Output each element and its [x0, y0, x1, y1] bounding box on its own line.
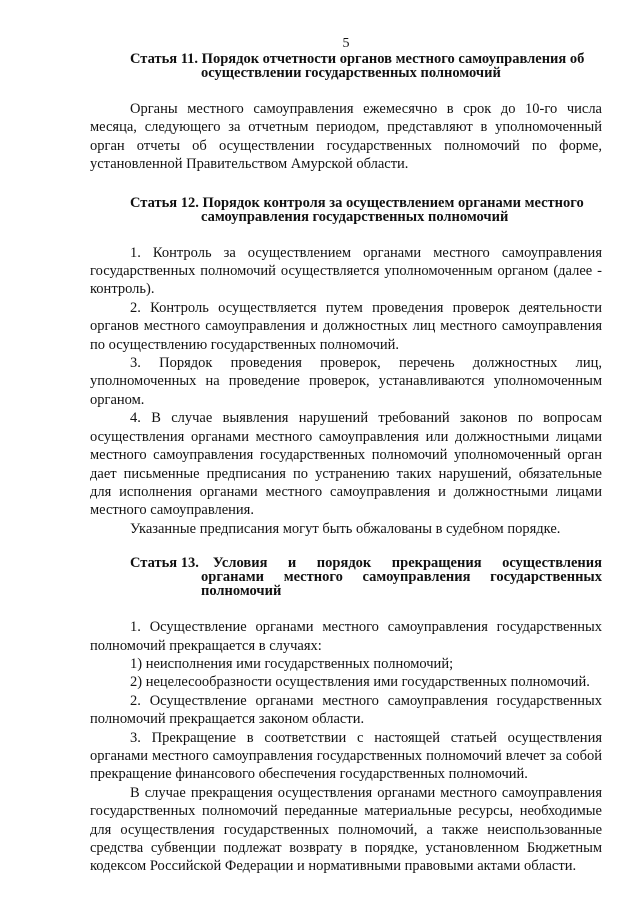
article-13-paragraph-5: 3. Прекращение в соответствии с настоящей статьей осуществления органами местного самоуправления государственных полномочий влечет за собой прекращение финансового обеспечения государственных полномочий. [90, 729, 602, 783]
document-page [90, 36, 602, 876]
article-11-paragraph-1: Органы местного самоуправления ежемесячно в срок до 10-го числа месяца, следующего за отчетным периодом, представляют в уполномоченный орган отчеты об осуществлении государственных полномочий по форме, установленной Правительством Амурской области. [90, 101, 602, 173]
article-13-head: Статья 13. [130, 555, 199, 572]
article-12-paragraph-3: 3. Порядок проведения проверок, перечень должностных лиц, уполномоченных на проведение проверок, устанавливаются уполномоченным органом. [90, 355, 602, 408]
article-13-title-line2: органами местного самоуправления государственных [201, 569, 602, 586]
article-12-title-line2: самоуправления государственных полномочий [201, 208, 509, 225]
article-12-paragraph-4: 4. В случае выявления нарушений требований законов по вопросам осуществления органами местного самоуправления или должностными лицами местного самоуправления государственных полномочий уполномоченный орган дает письменные предписания по устранению таких нарушений, обязательные для исполнения органами местного самоуправления и должностными лицами местного самоуправления. [90, 410, 602, 519]
article-13-paragraph-4: 2. Осуществление органами местного самоуправления государственных полномочий прекращается законом области. [90, 692, 602, 728]
article-11-head: Статья 11. [130, 51, 199, 67]
article-12-head: Статья 12. [130, 194, 199, 211]
article-13-title-line1: Условия и порядок прекращения осуществления [212, 555, 602, 572]
article-13-paragraph-2: 1) неисполнения ими государственных полномочий; [130, 655, 454, 672]
article-12-paragraph-5: Указанные предписания могут быть обжалованы в судебном порядке. [130, 520, 561, 537]
article-11-title-line2: осуществлении государственных полномочий [201, 65, 501, 81]
article-13-title-line3: полномочий [201, 583, 282, 600]
article-13-paragraph-6: В случае прекращения осуществления органами местного самоуправления государственных полномочий переданные материальные ресурсы, необходимые для осуществления государственных полномочий, а также неиспользованные средства субвенции подлежат возврату в порядке, установленном Бюджетным кодексом Российской Федерации и нормативными правовыми актами области. [90, 784, 602, 875]
page-number: 5 [342, 36, 350, 51]
article-11-title-line1: Порядок отчетности органов местного самоуправления об [201, 51, 585, 67]
article-13-paragraph-1: 1. Осуществление органами местного самоуправления государственных полномочий прекращается в случаях: [90, 619, 602, 654]
article-13-title [90, 556, 602, 598]
article-12-title [90, 196, 602, 224]
article-12-paragraph-2: 2. Контроль осуществляется путем проведения проверок деятельности органов местного самоуправления и должностных лиц местного самоуправления по осуществлению государственных полномочий. [90, 299, 602, 353]
article-13-paragraph-3: 2) нецелесообразности осуществления ими государственных полномочий. [130, 674, 590, 691]
article-12-title-line1: Порядок контроля за осуществлением органами местного [202, 194, 584, 211]
article-12-paragraph-1: 1. Контроль за осуществлением органами местного самоуправления государственных полномочий осуществляется уполномоченным органом (далее - контроль). [90, 244, 602, 298]
article-11-title [90, 52, 602, 80]
